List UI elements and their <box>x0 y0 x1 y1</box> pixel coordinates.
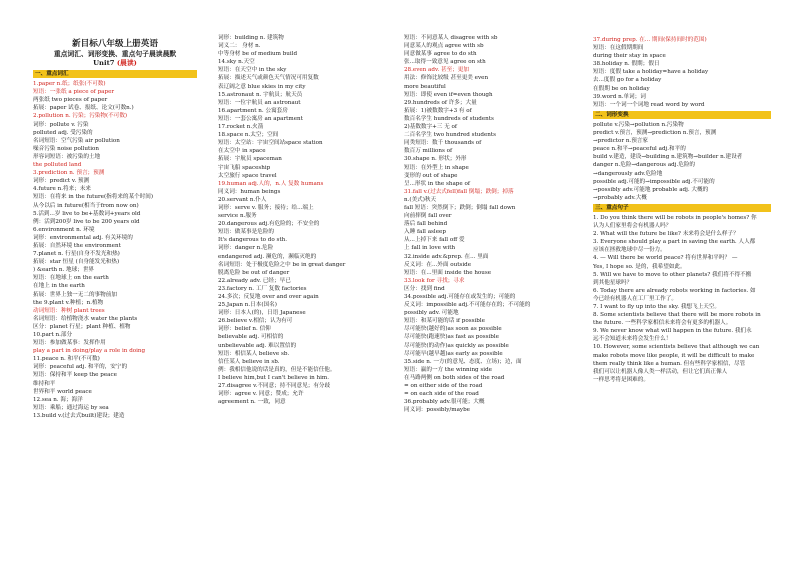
text-line: make robots move like people, it will be difficult to make <box>593 352 755 359</box>
column-lines <box>593 36 771 384</box>
text-line: 形容词短语：被污染的土地 <box>33 153 101 160</box>
text-line: 24.多次；反复地 over and over again <box>218 294 319 300</box>
text-line: 名词短语：空气污染 air pollution <box>33 137 120 144</box>
column-1 <box>33 38 197 420</box>
text-line: 拓展：自然环境 the environment <box>33 242 121 249</box>
column-lines <box>404 34 582 414</box>
text-line: 33.look for 寻找；寻求 <box>404 277 465 284</box>
text-line: 短语：一个词一个词地 read word by word <box>593 101 705 108</box>
text-line: 同意做某事 agree to do sth <box>404 51 477 58</box>
column-4 <box>593 36 771 384</box>
text-line: 太空旅行 space travel <box>218 172 277 179</box>
text-line: 短语：在将来 in the future(指将来的某个时间) <box>33 194 154 201</box>
text-line: possible adj.可能的→impossible adj.不可能的 <box>593 178 715 185</box>
text-line: 短语：在外型上 in shape <box>404 164 469 171</box>
text-line: 词形：日本人(的)，日语 Japanese <box>218 310 306 317</box>
text-line: 一样思考将是困难的。 <box>593 376 649 383</box>
unit-label: Unit7 <box>93 59 115 67</box>
text-line: 短语：一张纸 a piece of paper <box>33 89 115 96</box>
text-line: 1. Do you think there will be robots in people's homes? 你 <box>593 214 757 221</box>
text-line: 呈...形状 in the shape of <box>404 180 470 187</box>
text-line: 28.even adv. 甚至；更加 <box>404 67 469 74</box>
text-line: 15.astronaut n. 宇航员；航天员 <box>218 91 303 98</box>
text-line: 同义词：possibly/maybe <box>404 407 470 414</box>
text-line: 7. I want to fly up into the sky. 我想飞上天空。 <box>593 304 720 310</box>
text-line: 动词短语：种树 plant trees <box>33 307 105 314</box>
text-line: 2. What will the future be like? 未来将会是什么样子？ <box>593 231 739 238</box>
text-line: 数百万 millions of <box>404 148 453 155</box>
text-line: 短语：保持和平 keep the peace <box>33 372 117 379</box>
text-line: 25.Japan n.日本(国名) <box>218 302 277 309</box>
text-line: 短语：一位宇航员 an astronaut <box>218 99 301 106</box>
text-line: 拓展：1)被数数字+3 有 of <box>404 107 472 114</box>
text-line: 表辽阔之意 blue skies in my city <box>218 83 306 90</box>
text-line: 短语：做某事是危险的 <box>218 229 274 236</box>
text-line: ) &earth n. 地球；世界 <box>33 267 95 274</box>
text-line: I believe him,but I can't believe in him. <box>218 374 329 381</box>
text-line: It's dangerous to do sth. <box>218 237 287 244</box>
text-line: 世界和平 world peace <box>33 388 92 395</box>
text-line: 名词短语：处于极度危险之中 be in great danger <box>218 261 346 268</box>
text-line: 4.future n.将来；未来 <box>33 186 91 193</box>
text-line: 短语：不同意某人 disagree with sb <box>404 35 498 41</box>
text-line: 中等身材 be of medium build <box>218 51 298 58</box>
text-line: 从今以后 in future(相当于from now on) <box>33 202 139 209</box>
text-line: 26.believe v.相信；认为有可 <box>218 318 293 325</box>
text-line: 在假期 be on holiday <box>593 85 650 92</box>
text-line: 5.活到...岁 live to be+基数词+years old <box>33 210 141 217</box>
text-line: 反义词：impossible adj.不可能存在的；不可能的 <box>404 302 531 309</box>
text-line: 8. Some scientists believe that there will be more robots in <box>593 312 761 319</box>
text-line: 短语：参加做某事：发挥作用 <box>33 340 106 347</box>
text-line: 区分：planet 行星；plant 种植、植物 <box>33 323 131 330</box>
text-line: 2.pollution n. 污染；污染物(不可数) <box>33 113 128 120</box>
text-line: 上 fall in love with <box>404 245 456 252</box>
text-line: 10.part n.部分 <box>33 332 73 338</box>
text-line: 5. Will we have to move to other planets? 我们将不得不搬 <box>593 271 752 278</box>
text-line: →possibly adv.可能地 probable adj. 大概的 <box>593 186 709 193</box>
text-line: 尽可能早(越早越)as early as possible <box>404 350 503 357</box>
text-line: 35.side n. 一方(的意见、态度、立场)；边，面 <box>404 358 522 365</box>
text-line: 6. Today there are already robots working in factories. 如 <box>593 287 756 294</box>
text-line: 拓展：世界上独一无二的事物前加 <box>33 291 117 298</box>
text-line: believable adj. 可相信的 <box>218 334 284 341</box>
text-line: the polluted land <box>33 162 82 169</box>
text-line: endangered adj. 濒危的，濒临灭绝的 <box>218 253 317 260</box>
text-line: 38.holiday n. 假期；假日 <box>593 61 660 68</box>
text-line: 词义二： 身材 n. <box>218 43 261 50</box>
text-line: 同义词：human beings <box>218 188 281 195</box>
text-line: 拓展：star 恒星 (自身能发光和热) <box>33 259 120 266</box>
text-line: 19.human adj.人的，n.人 复数 humans <box>218 180 324 187</box>
text-line: 2)基数数字+三 无 of <box>404 124 457 131</box>
text-line: 噪音污染 noise pollution <box>33 145 100 152</box>
text-line: 宇宙飞船 spaceship <box>218 164 271 171</box>
text-line: 9. We never know what will happen in the future. 我们永 <box>593 328 752 335</box>
text-line: 尽可能快(跑速快)as fast as possible <box>404 334 499 341</box>
text-line: 拓展：宇航员 spaceman <box>218 156 282 163</box>
text-line: 二、词形变换 <box>593 111 771 119</box>
text-line: 29.hundreds of 许多；大量 <box>404 99 477 106</box>
text-line: 词形：serve v. 服务；接待；给...端上 <box>218 204 314 211</box>
text-line: 认为人们家里将会有机器人吗？ <box>593 223 672 230</box>
column-2 <box>218 34 386 406</box>
text-line: n.(美式)秋天 <box>404 196 437 203</box>
text-line: predict v.预言，预测→prediction n.预言，预测 <box>593 130 717 137</box>
text-line: 两张纸 two pieces of paper <box>33 97 108 104</box>
text-line: 短语：度假 take a holiday=have a holiday <box>593 69 709 76</box>
text-line: 词形：pollute v. 污染 <box>33 121 89 128</box>
text-line: 短语：在天空中 in the sky <box>218 67 287 74</box>
text-line: play a part in doing/play a role in doing <box>33 348 146 355</box>
text-line: peace n.和平→peaceful adj.和平的 <box>593 146 686 153</box>
text-line: polluted adj. 受污染的 <box>33 129 93 136</box>
text-line: 我们可以让机器人像人类一样活动，但让它们真正像人 <box>593 368 728 375</box>
text-line: 应该在拯救地球中尽一份力。 <box>593 247 666 254</box>
text-line: 3. Everyone should play a part in saving the earth. 人人都 <box>593 239 756 246</box>
text-line: 短语：和某可能的话 if possible <box>404 318 485 325</box>
text-line: 今已经有机器人在工厂里工作了。 <box>593 295 677 302</box>
text-line: 维持和平 <box>33 380 56 387</box>
text-line: 32.inside adv.&prep. 在... 里面 <box>404 253 489 260</box>
text-line: agreement n. 一致，同意 <box>218 399 286 406</box>
text-line: 区分：找到 find <box>404 285 445 292</box>
text-line: 名词短语：给植物浇水 water the plants <box>33 315 138 322</box>
text-line: 词形：danger n.危险 <box>218 245 274 252</box>
text-line: 变形的 out of shape <box>404 172 458 179</box>
column-3 <box>404 34 582 414</box>
text-line: 词形：predict v. 预测 <box>33 178 90 185</box>
text-line: 34.possible adj.可能存在或发生的；可能的 <box>404 294 516 300</box>
column-lines <box>33 80 197 420</box>
text-line: 用法：修饰比较级 甚至更美 even <box>404 75 489 82</box>
text-line: 例：我相信他说的话是真的，但是不能信任他。 <box>218 366 336 373</box>
text-line: 拓展：描述天气或颜色天气情况可用复数 <box>218 75 319 82</box>
text-line: = on each side of the road <box>404 391 479 398</box>
text-line: 在太空中 in space <box>218 148 266 155</box>
text-line: 短语：即使 even if=even though <box>404 91 493 98</box>
text-line: 16.apartment n. 公寓套房 <box>218 107 288 114</box>
text-line: 三、重点句子 <box>593 204 771 212</box>
text-line: 词形：environmental adj. 有关环境的 <box>33 234 133 241</box>
text-line: 7.planet n. 行星(自身不发光和热) <box>33 251 120 258</box>
text-line: 短语：相信某人 believe sb. <box>218 350 290 357</box>
text-line: 从...上掉下来 fall off 爱 <box>404 237 465 244</box>
page-subtitle: 重点词汇、词形变换、重点句子晨读晨默 <box>53 50 177 58</box>
text-line: 例：活到200岁 live to be 200 years old <box>33 218 140 225</box>
text-line: 词形：belief n. 信仰 <box>218 326 271 333</box>
text-line: 信任某人 believe in sb. <box>218 358 280 365</box>
text-line: 拓展：paper 试卷、报纸、论文(可数n.) <box>33 105 134 112</box>
text-line: the future. 一些科学家相信未来将会有更多的机器人。 <box>593 320 732 327</box>
text-line: 18.space n.太空；空间 <box>218 132 279 139</box>
text-line: possibly adv. 可能地 <box>404 310 459 317</box>
text-line: 向前摔倒 fall over <box>404 213 452 220</box>
text-line: 1.paper n.纸；纸张(不可数) <box>33 81 106 88</box>
text-line: more beautiful <box>404 83 446 90</box>
text-line: 在地上 in the earth <box>33 283 85 290</box>
text-line: 27.disagree v.不同意；持不同意见；有分歧 <box>218 383 331 390</box>
text-line: 17.rocket n.火箭 <box>218 124 264 131</box>
text-line: fall 短语：突然倒下；跌倒；倒塌 fall down <box>404 204 516 211</box>
text-line: 去...度假 go for a holiday <box>593 77 662 84</box>
text-line: 同类短语：数千 thousands of <box>404 140 482 147</box>
section-heading-vocab: 一、重点词汇 <box>33 70 197 78</box>
text-line: 数百名学生 hundreds of students <box>404 115 494 122</box>
text-line: 入睡 fall asleep <box>404 229 446 236</box>
text-line: 11.peace n. 和平(不可数) <box>33 356 100 363</box>
text-line: 短语：太空站：宇宙空间站space station <box>218 140 323 147</box>
text-line: 6.environment n. 环境 <box>33 226 95 233</box>
text-line: 短语：在地球上 on the earth <box>33 275 109 282</box>
text-line: 36.probably adv.很可能；大概 <box>404 399 485 406</box>
text-line: 张...取得一致意见 agree on sth <box>404 59 486 66</box>
text-line: 短语：在...里面 inside the house <box>404 269 492 276</box>
text-line: = on either side of the road <box>404 383 483 390</box>
text-line: 13.build v.(过去式built)建设；建造 <box>33 412 125 419</box>
text-line: 词形：building n. 建筑物 <box>218 35 284 41</box>
text-line: 10. However, some scientists believe that although we can <box>593 344 760 351</box>
text-line: pollute v.污染→pollution n.污染物 <box>593 121 684 128</box>
text-line: danger n.危险→dangerous adj.危险的 <box>593 162 696 169</box>
column-lines <box>218 34 386 406</box>
text-line: them really think like a human. 但有些科学家相信，尽管 <box>593 360 746 367</box>
text-line: 22.already adv. 已经；早已 <box>218 277 291 284</box>
text-line: 尽可能快(的动作)as quickly as possible <box>404 342 509 349</box>
text-line: 反义词：在...外面 outside <box>404 261 472 268</box>
text-line: 在马路两侧 on both sides of the road <box>404 374 505 381</box>
text-line: →predictor n.预言家 <box>593 138 648 145</box>
text-line: →dangerously adv.危险地 <box>593 170 663 177</box>
text-line: the 9.plant v.种植；n.植物 <box>33 299 104 306</box>
text-line: 落后 fall behind <box>404 221 448 228</box>
page-title: 新目标八年级上册英语 <box>72 39 158 49</box>
text-line: 短语：赢的一方 the winning side <box>404 366 492 373</box>
text-line: build v.建造，建设→building n.建筑物→builder n.建设者 <box>593 154 743 161</box>
text-line: 20.dangerous adj.有危险的；不安全的 <box>218 221 320 228</box>
text-line: 37.during prep. 在... 期间(保持间时的范围) <box>593 37 707 43</box>
text-line: Yes, I hope so. 是的，我希望如此。 <box>593 263 686 270</box>
text-line: 短语：一套公寓房 an apartment <box>218 115 303 122</box>
text-line: 4. — Will there be world peace? 将有世界和平吗？ — <box>593 255 738 262</box>
text-line: 远不会知道未来将会发生什么！ <box>593 336 672 343</box>
text-line: 词形：peaceful adj. 和平的，安宁的 <box>33 364 128 371</box>
text-line: 23.factory n. 工厂 复数 factories <box>218 285 307 292</box>
text-line: 到其他星球吗？ <box>593 279 633 286</box>
text-line: 30.shape n. 形状；外形 <box>404 156 467 163</box>
text-line: during their stay in space <box>593 53 666 60</box>
text-line: service n.服务 <box>218 213 257 220</box>
text-line: 尽可能快(越好的)as soon as possible <box>404 326 502 333</box>
text-line: 同意某人的观点 agree with sb <box>404 43 484 50</box>
text-line: 短语：乘船；通过海运 by sea <box>33 404 109 411</box>
text-line: 12.sea n. 海；海洋 <box>33 396 83 403</box>
text-line: 3.prediction n. 预言；预测 <box>33 170 105 177</box>
text-line: 14.sky n.天空 <box>218 59 255 66</box>
text-line: unbelievable adj. 难以置信的 <box>218 342 297 349</box>
text-line: 短语：在这假期期间 <box>593 45 644 52</box>
text-line: →probably adv.大概 <box>593 194 647 201</box>
text-line: 脱离危险 be out of danger <box>218 269 290 276</box>
unit-heading <box>33 59 197 68</box>
text-line: 20.servant n.仆人 <box>218 196 267 203</box>
unit-name: (晨读) <box>116 59 137 67</box>
text-line: 二百名学生 two hundred students <box>404 132 496 139</box>
text-line: 词形：agree v. 同意；赞成；允许 <box>218 391 304 398</box>
text-line: 39.word n.单词；词 <box>593 93 646 100</box>
text-line: 31.fall v.(过去式fell)fall 倒塌；跌倒；掉落 <box>404 188 514 195</box>
